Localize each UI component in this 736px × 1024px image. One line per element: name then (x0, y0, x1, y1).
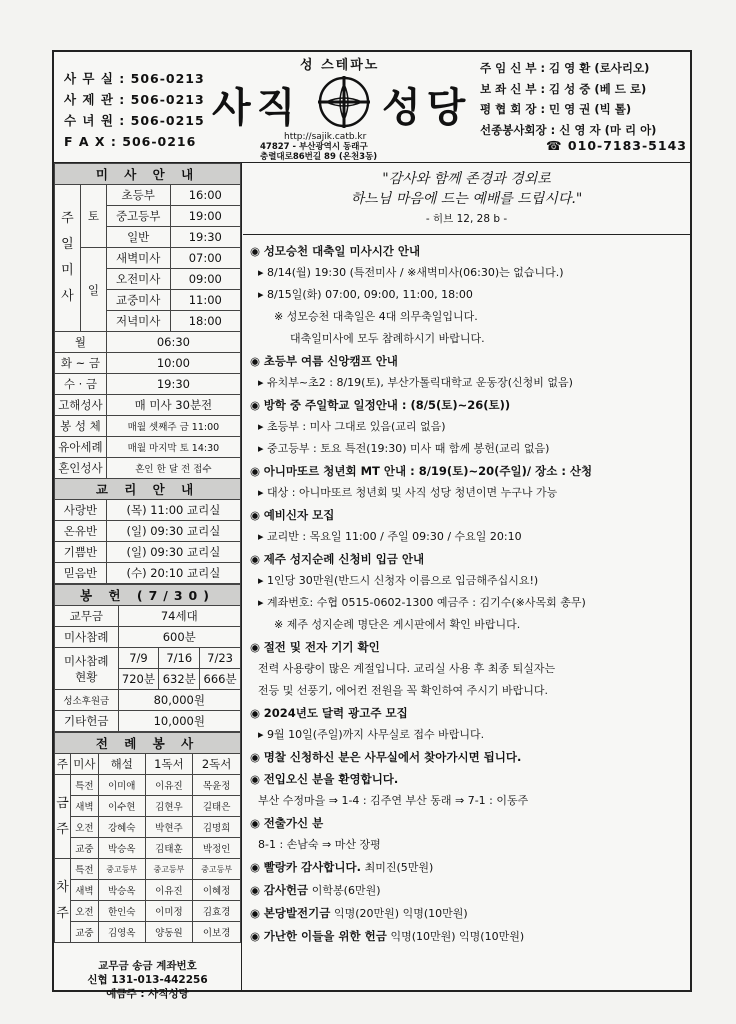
account-number: 신협 131-013-442256 (87, 974, 208, 986)
offering-table (54, 584, 241, 732)
notice-title: ◉ 절전 및 전자 기기 확인 (250, 636, 690, 658)
mass-name: 중고등부 (106, 206, 170, 227)
contact-convent: 수 녀 원 : 506-0215 (64, 113, 205, 128)
attendance-label: 미사참례 현황 (55, 648, 119, 690)
notice-line: 부산 수정마을 ⇒ 1-4 : 김주연 부산 동래 ⇒ 7-1 : 이동주 (258, 794, 529, 807)
service-person: 목윤정 (193, 775, 241, 796)
donor-name: 익명(20만원) 익명(10만원) (334, 907, 468, 920)
service-person: 이보경 (193, 922, 241, 943)
mass-name: 교중미사 (106, 290, 170, 311)
mass-time: 19:00 (170, 206, 240, 227)
notice-title: ◉ 전출가신 분 (250, 812, 690, 834)
service-person: 강혜숙 (98, 817, 145, 838)
scripture-line-1: "감사와 함께 존경과 경외로 (382, 171, 551, 187)
notice-title: ◉ 전입오신 분을 환영합니다. (250, 768, 690, 790)
notice-title: ◉ 본당발전기금 익명(20만원) 익명(10만원) (250, 902, 690, 925)
service-section-title: 전 례 봉 사 (55, 733, 241, 754)
weekday-time: 10:00 (106, 353, 240, 374)
service-person: 양동원 (145, 922, 193, 943)
service-person: 이미정 (145, 901, 193, 922)
notice-title: ◉ 성모승천 대축일 미사시간 안내 (250, 240, 690, 262)
bulletin-page (52, 50, 692, 1000)
weekday-time: 19:30 (106, 374, 240, 395)
service-person: 길태은 (193, 796, 241, 817)
class-section-title: 교 리 안 내 (55, 479, 241, 500)
service-mass: 새벽 (70, 796, 98, 817)
service-person: 김효경 (193, 901, 241, 922)
notice-line: 8-1 : 손남숙 ⇒ 마산 장평 (258, 838, 381, 851)
phone-number: ☎ 010-7183-5143 (546, 138, 687, 153)
attendance-count: 632분 (159, 669, 200, 690)
contact-office: 사 무 실 : 506-0213 (64, 71, 205, 86)
class-time: (일) 09:30 교리실 (106, 521, 240, 542)
notice-line: 전등 및 선풍기, 에어컨 전원을 꼭 확인하여 주시기 바랍니다. (258, 684, 548, 697)
class-name: 믿음반 (55, 563, 107, 584)
pastor: 주 임 신 부 : 김 영 환 (로사리오) (480, 61, 650, 75)
service-person: 김태훈 (145, 838, 193, 859)
notice-title: ◉ 감사헌금 이학봉(6만원) (250, 879, 690, 902)
header (54, 52, 690, 163)
service-person: 이수현 (98, 796, 145, 817)
mass-section-title: 미 사 안 내 (55, 164, 241, 185)
parish-url[interactable]: http://sajik.catb.kr (284, 132, 367, 142)
service-mass: 새벽 (70, 880, 98, 901)
mass-time: 11:00 (170, 290, 240, 311)
service-head: 해설 (98, 754, 145, 775)
mass-time: 07:00 (170, 248, 240, 269)
parish-name-left: 사직 (212, 85, 302, 131)
offering-value: 10,000원 (118, 711, 240, 732)
notice-line: ▸ 대상 : 아니마또르 청년회 및 사직 성당 청년이면 누구나 가능 (250, 482, 690, 504)
sunday-label: 일 (80, 248, 106, 332)
sacrament-info: 매 미사 30분전 (106, 395, 240, 416)
service-head: 주 (55, 754, 71, 775)
scripture-line-2: 하느님 마음에 드는 예배를 드립시다." (350, 191, 583, 207)
service-person: 중고등부 (98, 859, 145, 880)
offering-label: 기타헌금 (55, 711, 119, 732)
contact-fax: F A X : 506-0216 (64, 134, 197, 149)
weekday-time: 06:30 (106, 332, 240, 353)
notice-title: ◉ 제주 성지순례 신청비 입금 안내 (250, 548, 690, 570)
mass-name: 새벽미사 (106, 248, 170, 269)
account-title: 교무금 송금 계좌번호 (98, 960, 197, 972)
mass-time: 18:00 (170, 311, 240, 332)
notice-line: ▸ 유치부~초2 : 8/19(토), 부산가톨릭대학교 운동장(신청비 없음) (250, 372, 690, 394)
offering-label: 교무금 (55, 606, 119, 627)
notice-title: ◉ 명찰 신청하신 분은 사무실에서 찾아가시면 됩니다. (250, 746, 690, 768)
service-person: 중고등부 (145, 859, 193, 880)
service-head: 1독서 (145, 754, 193, 775)
attendance-date: 7/23 (200, 648, 241, 669)
this-week-label: 금 주 (55, 775, 71, 859)
scripture-reference: - 히브 12, 28 b - (425, 213, 508, 225)
service-mass: 특전 (70, 775, 98, 796)
next-week-label: 차 주 (55, 859, 71, 943)
service-person: 김명희 (193, 817, 241, 838)
sacrament-info: 혼인 한 달 전 접수 (106, 458, 240, 479)
attendance-date: 7/9 (118, 648, 159, 669)
notice-title: ◉ 빨랑카 감사합니다. 최미진(5만원) (250, 856, 690, 879)
notice-line: ※ 성모승천 대축일은 4대 의무축일입니다. (274, 310, 478, 323)
notice-line: ※ 제주 성지순례 명단은 게시판에서 확인 바랍니다. (274, 618, 521, 631)
attendance-count: 666분 (200, 669, 241, 690)
service-head: 2독서 (193, 754, 241, 775)
notice-title: ◉ 방학 중 주일학교 일정안내 : (8/5(토)~26(토)) (250, 394, 690, 416)
donor-name: 익명(10만원) 익명(10만원) (390, 930, 525, 943)
weekday-label: 화 ~ 금 (55, 353, 107, 374)
class-name: 기쁨반 (55, 542, 107, 563)
notice-line: ▸ 중고등부 : 토요 특전(19:30) 미사 때 함께 봉헌(교리 없음) (250, 438, 690, 460)
offering-label: 미사참례 (55, 627, 119, 648)
mass-time: 19:30 (170, 227, 240, 248)
service-person: 중고등부 (193, 859, 241, 880)
offering-value: 74세대 (118, 606, 240, 627)
left-column (54, 163, 242, 1000)
service-person: 이유진 (145, 775, 193, 796)
notice-title: ◉ 2024년도 달력 광고주 모집 (250, 702, 690, 724)
assistant-priest: 보 좌 신 부 : 김 성 중 (베 드 로) (480, 81, 647, 96)
mass-time: 16:00 (170, 185, 240, 206)
scripture-banner (243, 163, 690, 235)
notice-line: 전력 사용량이 많은 계절입니다. 교리실 사용 후 최종 퇴실자는 (258, 662, 556, 675)
service-person: 박승옥 (98, 880, 145, 901)
service-person: 김영옥 (98, 922, 145, 943)
sacrament-label: 혼인성사 (55, 458, 107, 479)
service-person: 박승옥 (98, 838, 145, 859)
address-line-2: 충렬대로86번길 89 (온천3동) (260, 152, 378, 162)
offering-section-title: 봉 헌 (7/30) (55, 585, 241, 606)
service-mass: 특전 (70, 859, 98, 880)
class-name: 온유반 (55, 521, 107, 542)
service-person: 김현우 (145, 796, 193, 817)
notice-title: ◉ 아니마또르 청년회 MT 안내 : 8/19(토)~20(주일)/ 장소 : 산청 (250, 460, 690, 482)
class-name: 사랑반 (55, 500, 107, 521)
mass-schedule-table (54, 163, 241, 584)
offering-value: 600분 (118, 627, 240, 648)
council-president: 평 협 회 장 : 민 영 권 (빅 톨) (480, 102, 632, 116)
service-person: 박현주 (145, 817, 193, 838)
mass-name: 오전미사 (106, 269, 170, 290)
service-mass: 오전 (70, 817, 98, 838)
service-person: 이유진 (145, 880, 193, 901)
sunday-mass-label: 주 일 미 사 (55, 185, 81, 332)
saturday-label: 토 (80, 185, 106, 248)
service-person: 이혜정 (193, 880, 241, 901)
notice-line: ▸ 8/15일(화) 07:00, 09:00, 11:00, 18:00 (250, 284, 690, 306)
parish-name-right: 성당 (382, 85, 472, 131)
funeral-service-president: 선종봉사회장 : 신 영 자 (마 리 아) (480, 122, 657, 137)
attendance-count: 720분 (118, 669, 159, 690)
notice-line: ▸ 1인당 30만원(반드시 신청자 이름으로 입금해주십시요!) (250, 570, 690, 592)
class-time: (일) 09:30 교리실 (106, 542, 240, 563)
sacrament-info: 매월 셋째주 금 11:00 (106, 416, 240, 437)
offering-value: 80,000원 (118, 690, 240, 711)
class-time: (목) 11:00 교리실 (106, 500, 240, 521)
notice-line: ▸ 8/14(월) 19:30 (특전미사 / ※새벽미사(06:30)는 없습니다.) (250, 262, 690, 284)
liturgy-service-table (54, 732, 241, 943)
attendance-date: 7/16 (159, 648, 200, 669)
account-info (54, 943, 241, 1001)
service-mass: 오전 (70, 901, 98, 922)
parish-patron: 성 스테파노 (300, 58, 380, 73)
address-line-1: 47827 - 부산광역시 동래구 (260, 142, 368, 152)
service-person: 이미애 (98, 775, 145, 796)
clergy-list (480, 58, 656, 140)
notice-title: ◉ 예비신자 모집 (250, 504, 690, 526)
account-holder: 예금주 : 사직성당 (106, 988, 189, 1000)
service-person: 박정인 (193, 838, 241, 859)
class-time: (수) 20:10 교리실 (106, 563, 240, 584)
right-column (243, 163, 690, 990)
contact-rectory: 사 제 관 : 506-0213 (64, 92, 205, 107)
notice-line: 대축일미사에 모두 참례하시기 바랍니다. (290, 332, 485, 345)
donor-name: 이학봉(6만원) (311, 884, 381, 897)
weekday-label: 월 (55, 332, 107, 353)
weekday-label: 수 · 금 (55, 374, 107, 395)
contact-list (64, 68, 205, 152)
notice-line: ▸ 계좌번호: 수협 0515-0602-1300 예금주 : 김기수(※사목회 총무) (250, 592, 690, 614)
mass-name: 저녁미사 (106, 311, 170, 332)
service-mass: 교중 (70, 922, 98, 943)
sacrament-label: 봉 성 체 (55, 416, 107, 437)
donor-name: 최미진(5만원) (364, 861, 434, 874)
service-head: 미사 (70, 754, 98, 775)
service-mass: 교중 (70, 838, 98, 859)
notice-line: ▸ 9월 10일(주일)까지 사무실로 접수 바랍니다. (250, 724, 690, 746)
notice-line: ▸ 교리반 : 목요일 11:00 / 주일 09:30 / 수요일 20:10 (250, 526, 690, 548)
cross-emblem-icon (316, 74, 372, 130)
sacrament-info: 매월 마지막 토 14:30 (106, 437, 240, 458)
notice-line: ▸ 초등부 : 미사 그대로 있음(교리 없음) (250, 416, 690, 438)
sacrament-label: 고해성사 (55, 395, 107, 416)
notice-title: ◉ 초등부 여름 신앙캠프 안내 (250, 350, 690, 372)
service-person: 한인숙 (98, 901, 145, 922)
mass-time: 09:00 (170, 269, 240, 290)
mass-name: 초등부 (106, 185, 170, 206)
sacrament-label: 유아세례 (55, 437, 107, 458)
mass-name: 일반 (106, 227, 170, 248)
notice-title: ◉ 가난한 이들을 위한 헌금 익명(10만원) 익명(10만원) (250, 925, 690, 948)
offering-label: 성소후원금 (55, 690, 119, 711)
notice-list (243, 235, 690, 948)
parish-address (260, 142, 377, 162)
